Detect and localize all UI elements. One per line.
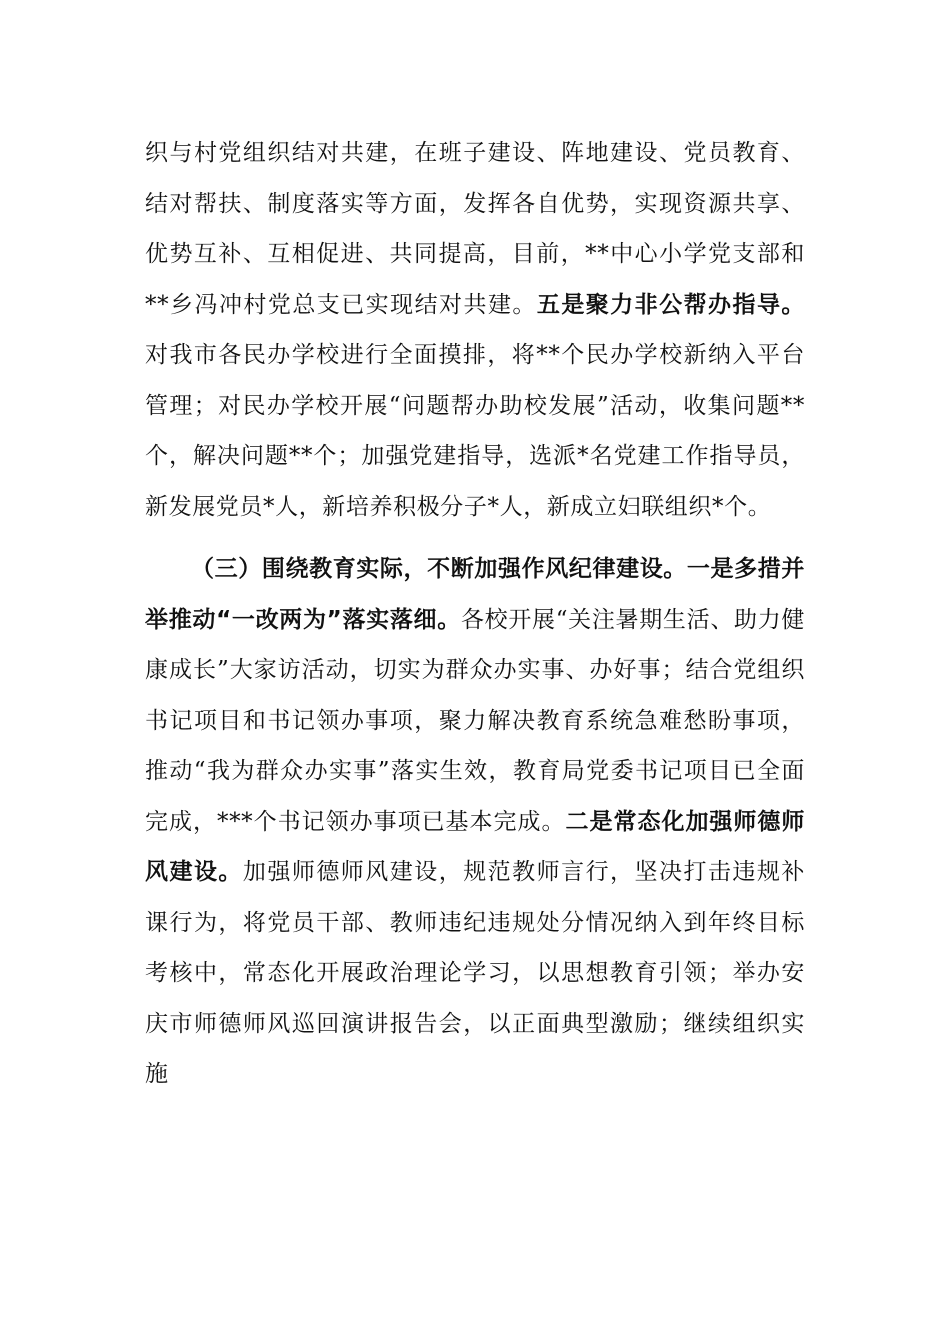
section-3-heading: （三）围绕教育实际，不断加强作风纪律建设。一是多措并举推动“一改两为”落实落细。: [145, 556, 805, 633]
paragraph-2-text-2: 加强师德师风建设，规范教师言行，坚决打击违规补课行为，将党员干部、教师违纪违规处分情况纳入到年终目标考核中，常态化开展政治理论学习，以思想教育引领；举办安庆市师德师风巡回演讲报告会，以正面典型激励；继续组织实施: [145, 859, 805, 1087]
paragraph-2-text-1: 各校开展“关注暑期生活、助力健康成长”大家访活动，切实为群众办实事、办好事；结合党组织书记项目和书记领办事项，聚力解决教育系统急难愁盼事项，推动“我为群众办实事”落实生效，教育局党委书记项目已全面完成，***个书记领办事项已基本完成。: [145, 606, 805, 835]
paragraph-2-heading-2: 二是常态化加强师德师风建设。: [145, 808, 805, 885]
paragraph-1-text-1: 织与村党组织结对共建，在班子建设、阵地建设、党员教育、结对帮扶、制度落实等方面，发挥各自优势，实现资源共享、优势互补、互相促进、共同提高，目前，**中心小学党支部和**乡冯冲村党总支已实现结对共建。: [145, 140, 805, 318]
document-page: [145, 128, 805, 1100]
paragraph-1-heading-5: 五是聚力非公帮办指导。: [536, 291, 805, 318]
body-paragraph-2: [145, 544, 805, 1100]
paragraph-1-text-2: 对我市各民办学校进行全面摸排，将**个民办学校新纳入平台管理；对民办学校开展“问题帮办助校发展”活动，收集问题**个，解决问题**个；加强党建指导，选派*名党建工作指导员，新发展党员*人，新培养积极分子*人，新成立妇联组织*个。: [145, 342, 805, 520]
body-paragraph-1: [145, 128, 805, 532]
